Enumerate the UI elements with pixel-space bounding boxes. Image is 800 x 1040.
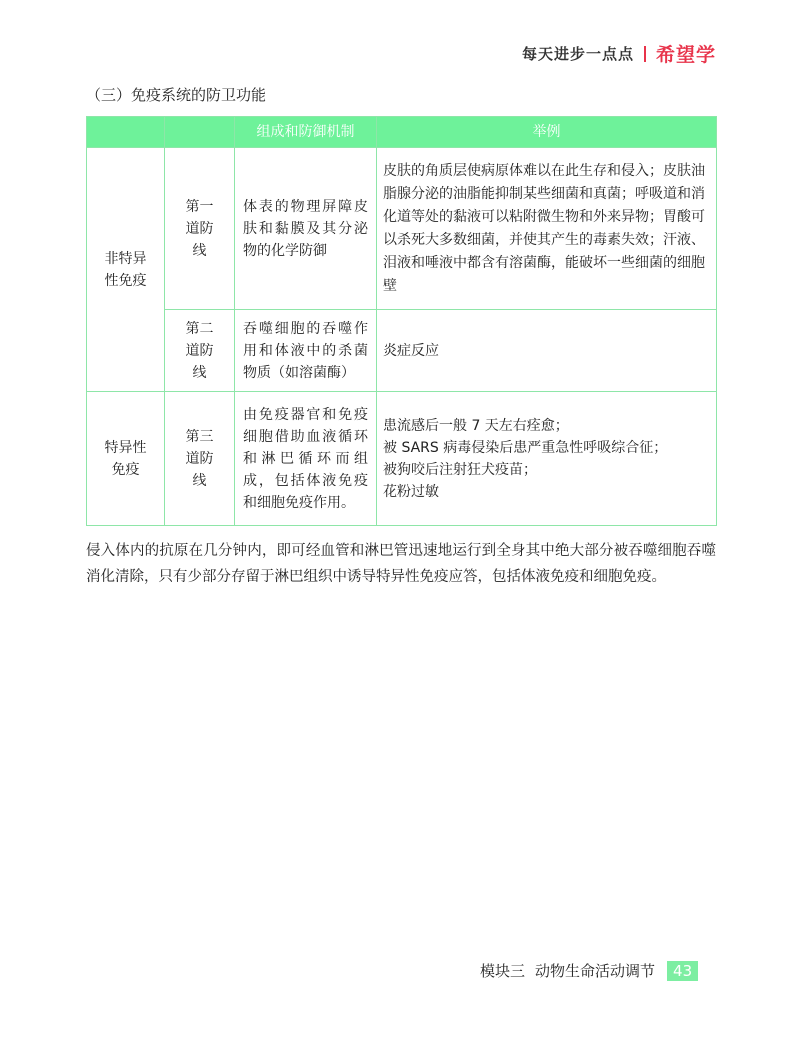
footer-module: 模块三	[480, 962, 526, 980]
header-divider	[644, 46, 646, 62]
first-line-name: 第一道防线	[165, 148, 235, 310]
example-item: 花粉过敏	[383, 483, 439, 500]
page-number: 43	[667, 961, 698, 981]
header-cell-empty-1	[87, 117, 165, 148]
header-cell-mechanism: 组成和防御机制	[235, 117, 377, 148]
third-line-name: 第三道防线	[165, 392, 235, 526]
third-line-examples	[377, 392, 717, 526]
table-row	[87, 392, 717, 526]
first-line-examples: 皮肤的角质层使病原体难以在此生存和侵入；皮肤油脂腺分泌的油脂能抑制某些细菌和真菌；呼吸道和消化道等处的黏液可以粘附微生物和外来异物；胃酸可以杀死大多数细菌，并使其产生的毒素失效；汗液、泪液和唾液中都含有溶菌酶，能破坏一些细菌的细胞壁	[377, 148, 717, 310]
first-line-mechanism: 体表的物理屏障皮肤和黏膜及其分泌物的化学防御	[235, 148, 377, 310]
example-item: 患流感后一般 7 天左右痊愈；	[383, 417, 569, 434]
header-slogan: 每天进步一点点	[521, 45, 634, 63]
table-row	[87, 148, 717, 310]
table-header-row	[87, 117, 717, 148]
second-line-mechanism: 吞噬细胞的吞噬作用和体液中的杀菌物质（如溶菌酶）	[235, 310, 377, 392]
example-item: 被狗咬后注射狂犬疫苗；	[383, 461, 537, 478]
table-row	[87, 310, 717, 392]
page-footer	[480, 960, 698, 981]
footer-chapter: 动物生命活动调节	[535, 962, 656, 980]
brand-logo: 希望学	[655, 44, 716, 66]
body-paragraph: 侵入体内的抗原在几分钟内，即可经血管和淋巴管迅速地运行到全身其中绝大部分被吞噬细胞吞噬消化清除，只有少部分存留于淋巴组织中诱导特异性免疫应答，包括体液免疫和细胞免疫。	[86, 543, 716, 585]
example-item: 被 SARS 病毒侵染后患严重急性呼吸综合征；	[383, 439, 668, 456]
second-line-name: 第二道防线	[165, 310, 235, 392]
third-line-mechanism: 由免疫器官和免疫细胞借助血液循环和淋巴循环而组成，包括体液免疫和细胞免疫作用。	[235, 392, 377, 526]
section-title: （三）免疫系统的防卫功能	[86, 86, 267, 104]
category-specific: 特异性免疫	[87, 392, 165, 526]
header-cell-empty-2	[165, 117, 235, 148]
category-nonspecific: 非特异性免疫	[87, 148, 165, 392]
page-header	[522, 40, 716, 67]
header-cell-examples: 举例	[377, 117, 717, 148]
immune-defense-table	[86, 116, 717, 526]
second-line-examples: 炎症反应	[377, 310, 717, 392]
